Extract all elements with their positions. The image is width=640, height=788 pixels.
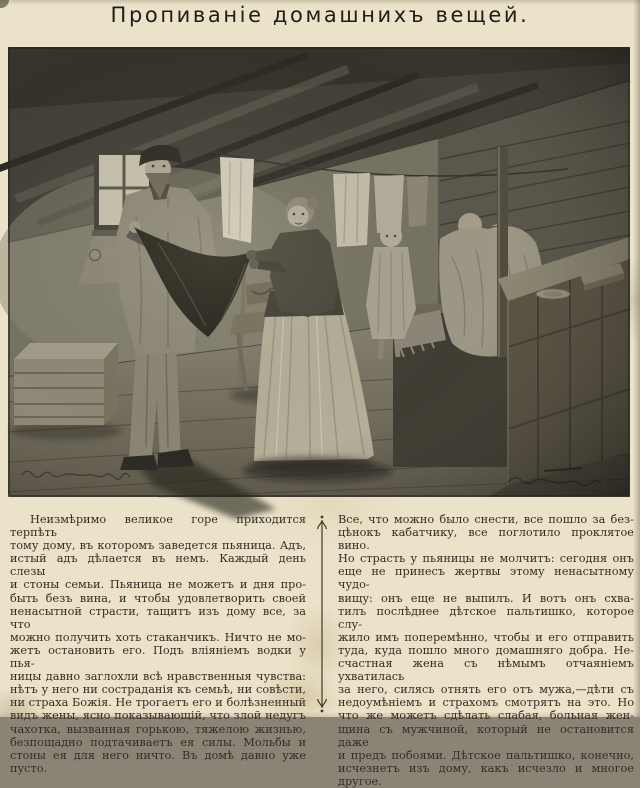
engraving-scene xyxy=(8,47,630,497)
text-line: тилъ послѣднее дѣтское пальтишко, которое слу- xyxy=(338,604,634,631)
text-line: видъ жены, ясно показывающій, что злой недугъ xyxy=(10,709,306,723)
text-line: стоны ея для него ничто. Въ домѣ давно уже пусто. xyxy=(10,748,306,775)
text-line: счастная жена съ нѣмымъ отчаяніемъ ухватилась xyxy=(338,657,634,684)
column-divider xyxy=(313,513,331,788)
vignette-overlay xyxy=(9,48,629,496)
text-line: истый адъ дѣлается въ немъ. Каждый день слезы xyxy=(10,552,306,579)
text-line: ни страха Божія. Не трогаетъ его и болѣзненный xyxy=(10,696,306,710)
body-text xyxy=(10,513,634,788)
text-line: жетъ остановить его. Подъ вліяніемъ водки у пья- xyxy=(10,643,306,671)
text-line: быть безъ вина, и чтобы удовлетворить своей xyxy=(10,591,306,605)
text-line: чахотка, вызванная горькою, тяжелою жизнью, xyxy=(10,722,306,736)
text-line: можно получить хоть стаканчикъ. Ничто не мо- xyxy=(10,630,306,644)
illustration-engraving xyxy=(8,47,630,497)
text-line: исчезнетъ изъ дому, какъ исчезло и многое другое. xyxy=(338,761,634,788)
text-line: ненасытной страсти, тащитъ изъ дому все, за что xyxy=(10,604,306,631)
text-line: цѣнокъ кабатчику, все поглотило проклятое вино. xyxy=(338,526,634,553)
text-line: тому дому, въ которомъ заведется пьяница. Адъ, xyxy=(10,539,306,553)
text-line: жило имъ поперемѣнно, чтобы и его отправить xyxy=(338,630,634,644)
text-line: за него, силясь отнять его отъ мужа,—дѣти съ xyxy=(338,683,634,697)
text-column-left xyxy=(10,513,306,788)
text-line: Все, что можно было снести, все пошло за без- xyxy=(338,513,634,526)
text-line: еще не принесъ жертвы этому ненасытному чудо- xyxy=(338,565,634,592)
text-line: безпощадно подтачиваетъ ея силы. Мольбы и xyxy=(10,735,306,749)
text-line: щина съ мужчиной, который не остановится даже xyxy=(338,722,634,749)
column-divider-rule xyxy=(317,515,327,713)
text-line: ницы давно заглохли всѣ нравственныя чувства: xyxy=(10,670,306,684)
text-line: туда, куда пошло много домашняго добра. Не- xyxy=(338,643,634,657)
text-line: недоумѣніемъ и страхомъ смотрятъ на это. Но xyxy=(338,696,634,710)
text-line: что же можетъ сдѣлать слабая, больная жен- xyxy=(338,709,634,723)
text-line: вищу: онъ еще не выпилъ. И вотъ онъ схва- xyxy=(338,591,634,605)
text-line: Но страсть у пьяницы не молчитъ: сегодня онъ xyxy=(338,552,634,566)
text-line: нѣтъ у него ни состраданія къ семьѣ, ни совѣсти, xyxy=(10,683,306,697)
text-line: Неизмѣримо великое горе приходится терпѣть xyxy=(10,513,306,540)
text-line: и предъ побоями. Дѣтское пальтишко, конечно, xyxy=(338,748,634,762)
page-title: Пропиваніе домашнихъ вещей. xyxy=(110,3,530,27)
text-line: и стоны семьи. Пьяница не можетъ и дня про- xyxy=(10,578,306,592)
text-column-right xyxy=(338,513,634,788)
